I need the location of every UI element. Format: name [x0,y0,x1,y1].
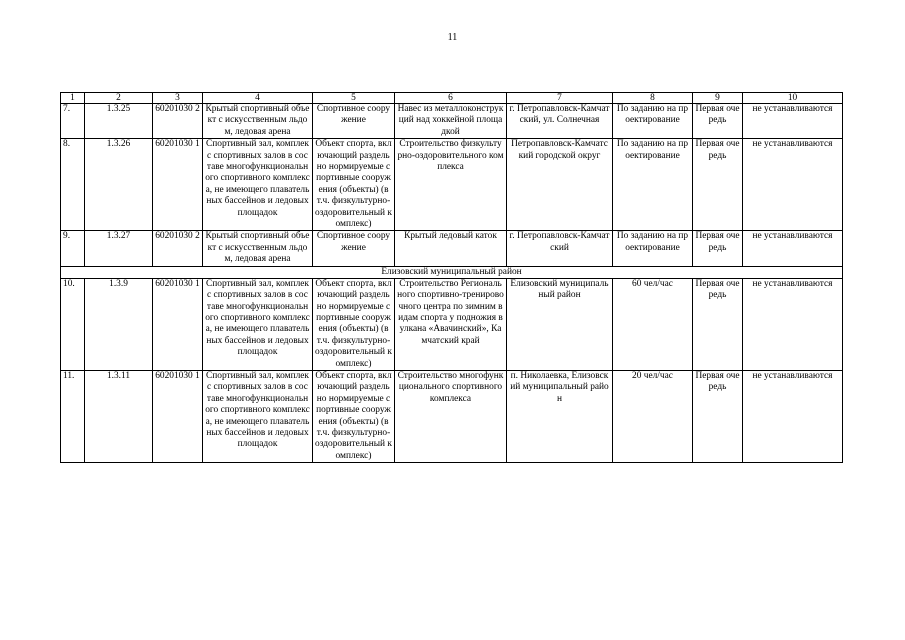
column-number: 9 [693,93,743,104]
object-location: г. Петропавловск-Камчатский [507,231,613,266]
column-number: 7 [507,93,613,104]
row-number: 8. [61,139,85,231]
object-name: Спортивный зал, комплекс спортивных залов в составе многофункционального спортивного комплекса, не имеющего плавательных бассейнов и ледовых площадок [203,139,313,231]
column-number: 5 [313,93,395,104]
object-category: Спортивное сооружение [313,104,395,139]
page-number: 11 [447,32,458,43]
object-purpose: Строительство физкультурно-оздоровительного комплекса [395,139,507,231]
section-title: Елизовский муниципальный район [61,266,843,278]
object-priority: Первая очередь [693,104,743,139]
section-row [61,266,843,278]
object-location: Елизовский муниципальный район [507,278,613,370]
object-purpose: Навес из металлоконструкций над хоккейной площадкой [395,104,507,139]
column-number: 6 [395,93,507,104]
object-zones: не устанавливаются [743,278,843,370]
column-number-row [61,93,843,104]
object-name: Спортивный зал, комплекс спортивных залов в составе многофункционального спортивного комплекса, не имеющего плавательных бассейнов и ледовых площадок [203,370,313,462]
object-purpose: Строительство Регионального спортивно-тренировочного центра по зимним видам спорта у подножия вулкана «Авачинский», Камчатский край [395,278,507,370]
object-capacity: По заданию на проектирование [613,231,693,266]
table-row [61,231,843,266]
row-number: 10. [61,278,85,370]
object-purpose: Крытый ледовый каток [395,231,507,266]
object-kind-code: 60201030 1 [153,139,203,231]
object-zones: не устанавливаются [743,139,843,231]
object-capacity: По заданию на проектирование [613,139,693,231]
object-kind-code: 60201030 1 [153,278,203,370]
object-kind-code: 60201030 1 [153,370,203,462]
object-priority: Первая очередь [693,370,743,462]
object-zones: не устанавливаются [743,231,843,266]
object-zones: не устанавливаются [743,104,843,139]
objects-table [60,92,843,463]
object-purpose: Строительство многофункционального спортивного комплекса [395,370,507,462]
object-zones: не устанавливаются [743,370,843,462]
object-name: Спортивный зал, комплекс спортивных залов в составе многофункционального спортивного комплекса, не имеющего плавательных бассейнов и ледовых площадок [203,278,313,370]
object-category: Объект спорта, включающий раздельно нормируемые спортивные сооружения (объекты) (в т.ч. физкультурно-оздоровительный комплекс) [313,139,395,231]
object-name: Крытый спортивный объект с искусственным льдом, ледовая арена [203,104,313,139]
column-number: 10 [743,93,843,104]
table-row [61,370,843,462]
row-number: 7. [61,104,85,139]
object-priority: Первая очередь [693,278,743,370]
object-priority: Первая очередь [693,139,743,231]
object-category: Объект спорта, включающий раздельно нормируемые спортивные сооружения (объекты) (в т.ч. физкультурно-оздоровительный комплекс) [313,370,395,462]
object-kind-code: 60201030 2 [153,231,203,266]
row-number: 11. [61,370,85,462]
object-capacity: По заданию на проектирование [613,104,693,139]
object-priority: Первая очередь [693,231,743,266]
column-number: 1 [61,93,85,104]
object-location: Петропавловск-Камчатский городской округ [507,139,613,231]
object-code: 1.3.9 [85,278,153,370]
object-name: Крытый спортивный объект с искусственным льдом, ледовая арена [203,231,313,266]
object-category: Спортивное сооружение [313,231,395,266]
table-row [61,278,843,370]
object-location: г. Петропавловск-Камчатский, ул. Солнечная [507,104,613,139]
object-code: 1.3.11 [85,370,153,462]
object-code: 1.3.26 [85,139,153,231]
object-kind-code: 60201030 2 [153,104,203,139]
object-code: 1.3.25 [85,104,153,139]
object-capacity: 20 чел/час [613,370,693,462]
column-number: 2 [85,93,153,104]
object-code: 1.3.27 [85,231,153,266]
table-row [61,104,843,139]
row-number: 9. [61,231,85,266]
object-capacity: 60 чел/час [613,278,693,370]
table-row [61,139,843,231]
object-location: п. Николаевка, Елизовский муниципальный район [507,370,613,462]
column-number: 8 [613,93,693,104]
object-category: Объект спорта, включающий раздельно нормируемые спортивные сооружения (объекты) (в т.ч. физкультурно-оздоровительный комплекс) [313,278,395,370]
column-number: 3 [153,93,203,104]
column-number: 4 [203,93,313,104]
